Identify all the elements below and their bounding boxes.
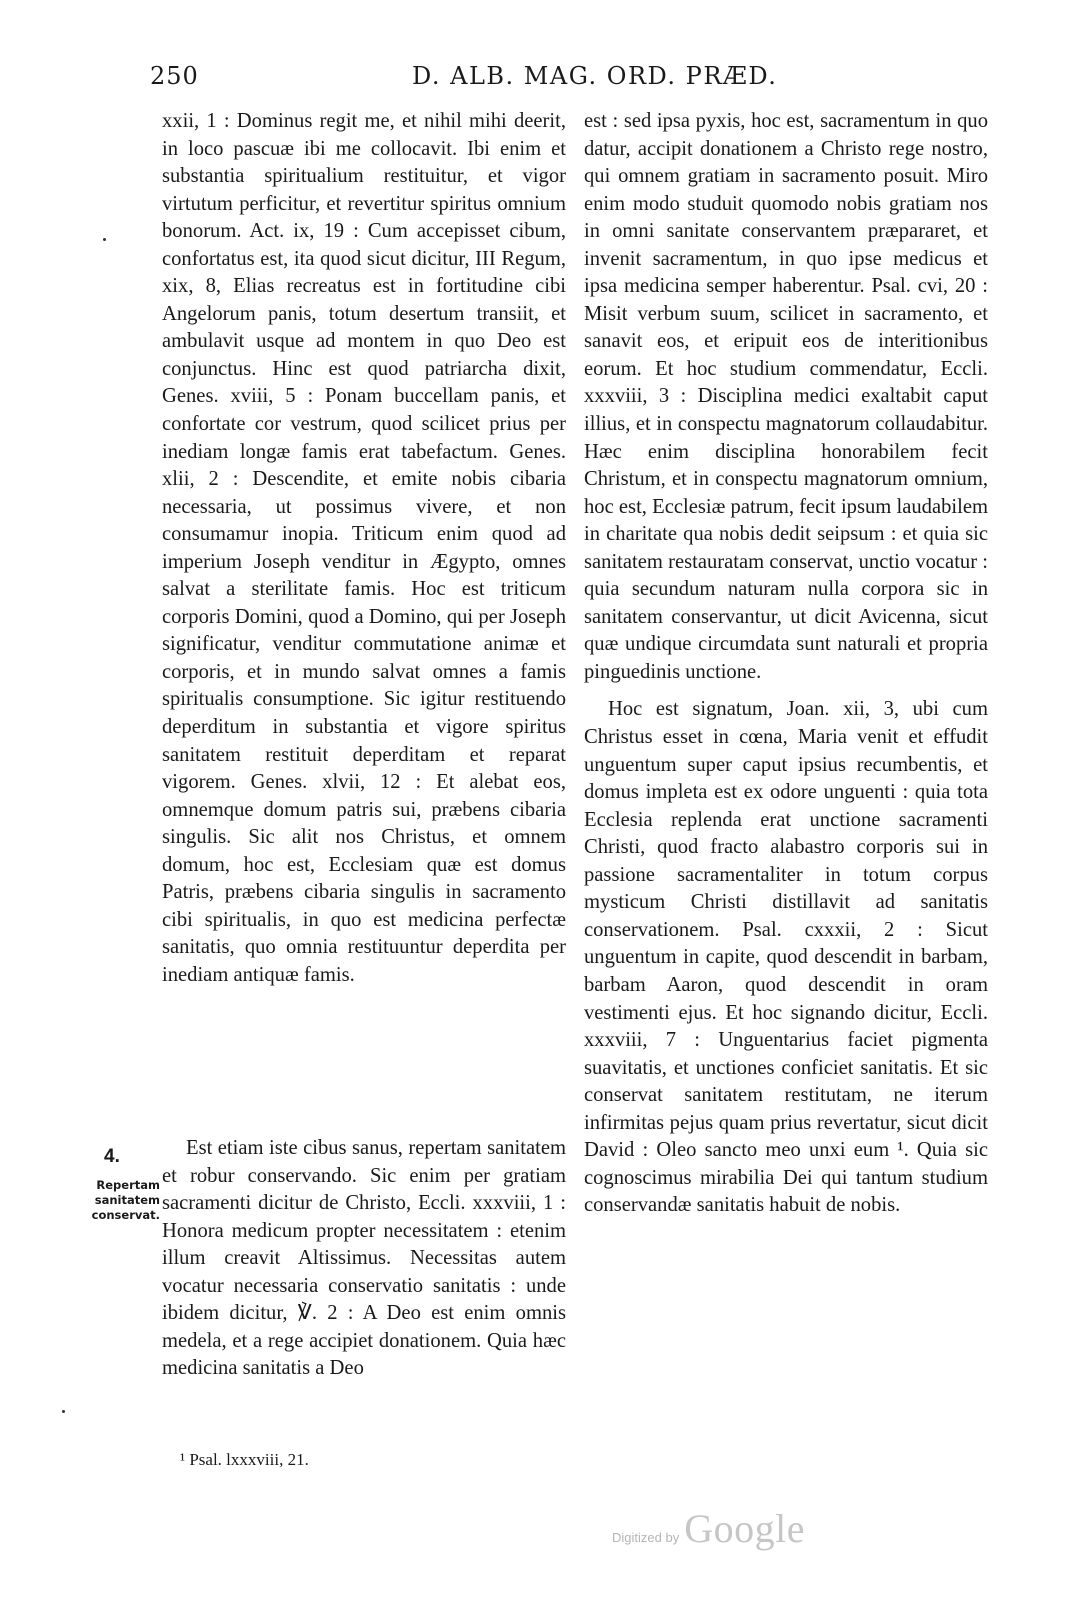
digitization-watermark — [612, 1505, 805, 1555]
body-paragraph: Hoc est signatum, Joan. xii, 3, ubi cum Christus esset in cœna, Maria venit et effudit unguentum super caput ipsius recumbentis, et domus impleta est ex odore unguenti : quia tota Ecclesia replenda erat unctione sacramenti Christi, quod fracto alabastro corporis sui in passione sacramentaliter in totum corpus mysticum Christi distillavit ad sanitatis conservationem. Psal. cxxxii, 2 : Sicut unguentum in capite, quod descendit in barbam, barbam Aaron, quod descendit in oram vestimenti ejus. Et hoc signando dicitur, Eccli. xxxviii, 7 : Unguentarius faciet pigmenta suavitatis, et unctiones conficiet sanitatis. Et sic conservat sanitatem restitutam, ne iterum infirmitas pejus quam prius revertatur, sicut dicit David : Oleo sancto meo unxi eum ¹. Quia sic cognoscimus mirabilia Dei qui tantum studium conservandæ sanitatis habuit de nobis. — [584, 698, 988, 1217]
stray-mark — [62, 1410, 65, 1413]
page-number: 250 — [150, 62, 199, 90]
left-column-section-4 — [162, 1135, 566, 1383]
page-header — [0, 62, 1082, 102]
margin-note-line: conservat. — [91, 1208, 160, 1222]
margin-note — [70, 1178, 160, 1223]
section-number: 4. — [104, 1146, 120, 1167]
running-head: D. ALB. MAG. ORD. PRÆD. — [412, 62, 778, 90]
body-paragraph: Est etiam iste cibus sanus, repertam sanitatem et robur conservando. Sic enim per gratiam sacramenti dicitur de Christo, Eccli. xxxviii, 1 : Honora medicum propter necessitatem : etenim illum creavit Altissimus. Necessitas autem vocatur necessaria conservatio sanitatis : unde ibidem dicitur, ℣. 2 : A Deo est enim omnis medela, et a rege accipiet donationem. Quia hæc medicina sanitatis a Deo — [162, 1137, 566, 1380]
body-paragraph: est : sed ipsa pyxis, hoc est, sacramentum in quo datur, accipit donationem a Christo rege nostro, qui omnem gratiam in sacramento posuit. Miro enim modo studuit quomodo nobis gratiam nos in omni sanitate conservantem præpararet, et invenit sacramentum, in quo ipse medicus et ipsa medicina semper haberentur. Psal. cvi, 20 : Misit verbum suum, scilicet in sacramento, et sanavit eos, et eripuit eos de interitionibus eorum. Et hoc studium commendatur, Eccli. xxxviii, 3 : Disciplina medici exaltabit caput illius, et in conspectu magnatorum collaudabitur. Hæc enim disciplina honorabilem fecit Christum, et in conspectu magnatorum omnium, hoc est, Ecclesiæ patrum, fecit ipsum laudabilem in charitate qua nobis dedit seipsum : et quia sic sanitatem restauratam conservat, unctio vocatur : quia secundum naturam nulla corpora sic in sanitatem conservantur, ut dicit Avicenna, sicut quæ undique circumdata sunt naturali et propria pinguedinis unctione. — [584, 110, 988, 683]
margin-note-line: sanitatem — [94, 1193, 160, 1207]
body-paragraph: xxii, 1 : Dominus regit me, et nihil mihi deerit, in loco pascuæ ibi me collocavit. Ibi enim et substantia spiritualium restituitur, et vigor virtutum perficitur, et revertitur spiritus omnium bonorum. Act. ix, 19 : Cum accepisset cibum, confortatus est, ita quod sicut dicitur, III Regum, xix, 8, Elias recreatus est in fortitudine cibi Angelorum panis, totum desertum transiit, et ambulavit usque ad montem in quo Deo est conjunctus. Hinc est quod patriarcha dixit, Genes. xviii, 5 : Ponam buccellam panis, et confortate cor vestrum, quod scilicet prius per inediam longæ famis erat tabefactum. Genes. xlii, 2 : Descendite, et emite nobis cibaria necessaria, ut possimus vivere, et non consumamur inopia. Triticum enim quod ad imperium Joseph venditur in Ægypto, omnes salvat a sterilitate famis. Hoc est triticum corporis Domini, quod a Domino, qui per Joseph significatur, venditur commutatione animæ et corporis, et in mundo salvat omnes a famis spiritualis consumptione. Sic igitur restituendo deperditum in substantia et vigore spiritus sanitatem restituit deperditam et reparat vigorem. Genes. xlvii, 12 : Et alebat eos, omnemque domum patris sui, præbens cibaria singulis. Sic alit nos Christus, et omnem domum, hoc est, Ecclesiam quæ est domus Patris, præbens cibaria singulis in sacramento cibi spiritualis, in quo est medicina perfectæ sanitatis, quo omnia restituuntur deperdita per inediam antiquæ famis. — [162, 110, 566, 986]
stray-mark — [103, 238, 106, 241]
footnote: ¹ Psal. lxxxviii, 21. — [180, 1450, 309, 1469]
google-logo: Google — [684, 1506, 806, 1551]
margin-note-line: Repertam — [96, 1178, 160, 1192]
watermark-prefix: Digitized by — [612, 1530, 680, 1545]
left-column — [162, 108, 566, 990]
right-column — [584, 108, 988, 1220]
